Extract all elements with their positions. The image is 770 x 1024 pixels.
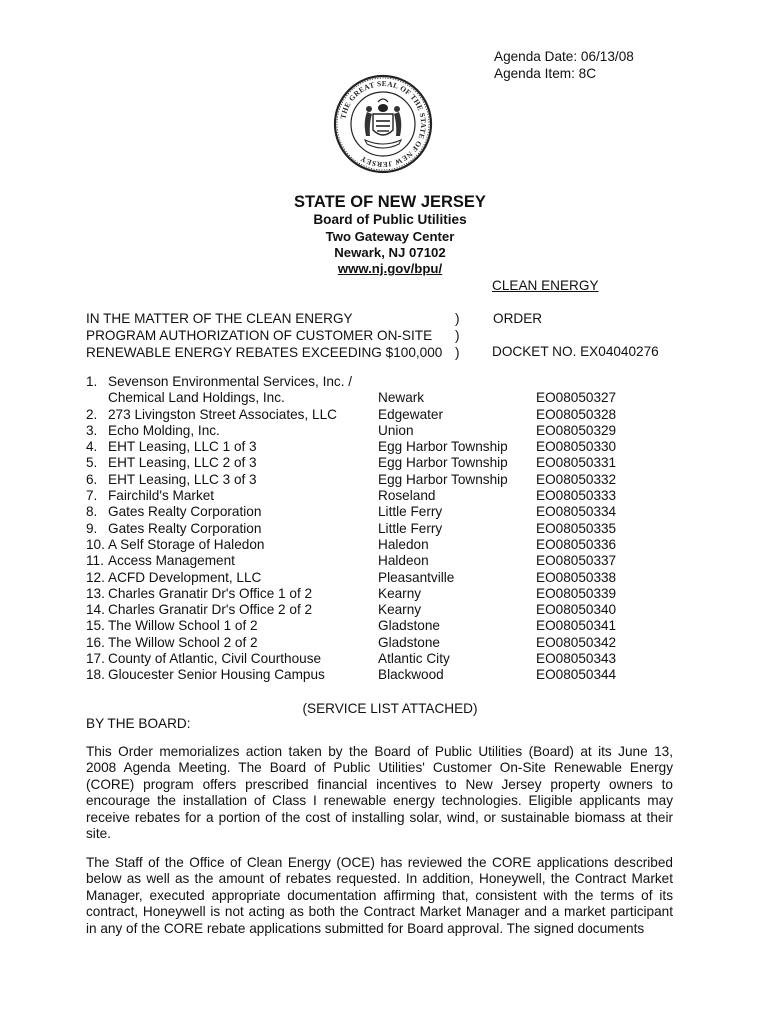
applicant-number: 4. xyxy=(86,439,98,455)
applicant-name: Gates Realty Corporation xyxy=(108,504,262,520)
applicant-number: 9. xyxy=(86,520,98,536)
applicant-number: 2. xyxy=(86,406,98,422)
applicant-city: Haldeon xyxy=(378,553,429,569)
applicant-docket: EO08050336 xyxy=(536,536,617,552)
state-seal-icon xyxy=(333,74,433,174)
paren: ) xyxy=(455,311,460,326)
list-item xyxy=(86,390,706,406)
applicant-city: Gladstone xyxy=(378,634,440,650)
applicant-city xyxy=(378,374,536,390)
applicant-name: EHT Leasing, LLC 3 of 3 xyxy=(108,471,257,487)
list-item xyxy=(86,504,706,520)
paragraph-line: site. xyxy=(86,826,111,842)
matter-caption xyxy=(86,310,442,361)
applicant-number: 1. xyxy=(86,374,98,389)
order-paragraph-1 xyxy=(86,744,673,842)
applicant-list xyxy=(86,374,706,684)
address-line-1: Two Gateway Center xyxy=(325,229,455,244)
applicant-name: A Self Storage of Haledon xyxy=(108,536,265,552)
applicant-name: 273 Livingston Street Associates, LLC xyxy=(108,406,337,422)
service-list-note: (SERVICE LIST ATTACHED) xyxy=(302,701,478,716)
paragraph-line: 2008 Agenda Meeting. The Board of Public Utilities' Customer On-Site Renewable Energy xyxy=(86,760,673,776)
applicant-name: Gates Realty Corporation xyxy=(108,520,262,536)
applicant-city: Union xyxy=(378,422,414,438)
list-item xyxy=(86,472,706,488)
applicant-name: Chemical Land Holdings, Inc. xyxy=(108,390,285,406)
list-item xyxy=(86,651,706,667)
applicant-city: Pleasantville xyxy=(378,569,455,585)
applicant-docket: EO08050334 xyxy=(536,504,617,520)
order-label: ORDER xyxy=(493,311,543,326)
list-item xyxy=(86,537,706,553)
applicant-number: 8. xyxy=(86,504,98,520)
applicant-city: Atlantic City xyxy=(378,651,450,667)
applicant-number: 3. xyxy=(86,422,98,438)
applicant-city: Egg Harbor Township xyxy=(378,439,508,455)
applicant-docket: EO08050337 xyxy=(536,553,617,569)
applicant-city: Edgewater xyxy=(378,406,443,422)
applicant-docket: EO08050330 xyxy=(536,439,617,455)
applicant-name: Access Management xyxy=(108,553,235,569)
list-item xyxy=(86,439,706,455)
applicant-docket: EO08050340 xyxy=(536,602,617,618)
applicant-number: 12. xyxy=(86,569,105,585)
by-the-board-heading: BY THE BOARD: xyxy=(86,716,191,731)
list-item xyxy=(86,667,706,683)
list-item xyxy=(86,586,706,602)
applicant-city: Egg Harbor Township xyxy=(378,455,508,471)
applicant-city: Roseland xyxy=(378,488,436,504)
applicant-docket: EO08050332 xyxy=(536,471,617,487)
applicant-number: 11. xyxy=(86,553,104,569)
list-item xyxy=(86,635,706,651)
applicant-city: Egg Harbor Township xyxy=(378,471,508,487)
address-line-2: Newark, NJ 07102 xyxy=(334,245,446,260)
applicant-docket: EO08050341 xyxy=(536,618,617,634)
paragraph-line: The Staff of the Office of Clean Energy (OCE) has reviewed the CORE applications described xyxy=(86,855,673,870)
agenda-date: Agenda Date: 06/13/08 xyxy=(494,49,634,64)
applicant-name: ACFD Development, LLC xyxy=(108,569,262,585)
applicant-number: 18. xyxy=(86,667,105,683)
applicant-number xyxy=(86,390,108,406)
paren: ) xyxy=(455,345,460,360)
applicant-number: 14. xyxy=(86,602,105,618)
applicant-number: 16. xyxy=(86,634,105,650)
applicant-docket: EO08050333 xyxy=(536,488,617,504)
applicant-name: County of Atlantic, Civil Courthouse xyxy=(108,651,322,667)
state-title: STATE OF NEW JERSEY xyxy=(294,193,486,211)
agenda-block xyxy=(494,48,634,82)
list-item xyxy=(86,618,706,634)
applicant-name: Charles Granatir Dr's Office 2 of 2 xyxy=(108,602,313,618)
matter-line-1: IN THE MATTER OF THE CLEAN ENERGY xyxy=(86,311,353,326)
paragraph-line: receive rebates for a portion of the cost of installing solar, wind, or sustainable biomass at their xyxy=(86,809,673,825)
paren: ) xyxy=(455,328,460,343)
applicant-docket: EO08050344 xyxy=(536,667,617,683)
applicant-docket: EO08050339 xyxy=(536,585,617,601)
applicant-docket: EO08050328 xyxy=(536,406,617,422)
applicant-name: EHT Leasing, LLC 2 of 3 xyxy=(108,455,257,471)
paragraph-line: Manager, executed appropriate documentation affirming that, consistent with the terms of its xyxy=(86,887,673,903)
applicant-number: 13. xyxy=(86,585,105,601)
docket-number: DOCKET NO. EX04040276 xyxy=(492,344,659,359)
agenda-item: Agenda Item: 8C xyxy=(494,66,597,81)
list-item xyxy=(86,423,706,439)
applicant-name: Fairchild's Market xyxy=(108,488,215,504)
list-item xyxy=(86,407,706,423)
applicant-number: 15. xyxy=(86,618,105,634)
applicant-name: Sevenson Environmental Services, Inc. / xyxy=(108,374,353,389)
applicant-docket: EO08050342 xyxy=(536,634,617,650)
applicant-number: 5. xyxy=(86,455,98,471)
applicant-docket: EO08050343 xyxy=(536,651,617,667)
applicant-docket: EO08050329 xyxy=(536,422,617,438)
applicant-city: Blackwood xyxy=(378,667,444,683)
applicant-name: Charles Granatir Dr's Office 1 of 2 xyxy=(108,585,313,601)
applicant-docket: EO08050338 xyxy=(536,569,617,585)
list-item xyxy=(86,602,706,618)
applicant-city: Kearny xyxy=(378,602,422,618)
paragraph-line: below as well as the amount of rebates requested. In addition, Honeywell, the Contract Market xyxy=(86,871,673,887)
applicant-number: 6. xyxy=(86,471,98,487)
matter-line-2: PROGRAM AUTHORIZATION OF CUSTOMER ON-SITE xyxy=(86,328,433,343)
list-item xyxy=(86,553,706,569)
applicant-docket: EO08050335 xyxy=(536,520,617,536)
applicant-city: Little Ferry xyxy=(378,520,443,536)
paragraph-line: (CORE) program offers prescribed financial incentives to New Jersey property owners to xyxy=(86,776,673,792)
applicant-city: Gladstone xyxy=(378,618,440,634)
applicant-name: EHT Leasing, LLC 1 of 3 xyxy=(108,439,257,455)
board-name: Board of Public Utilities xyxy=(313,212,467,227)
paragraph-line: contract, Honeywell is not acting as both the Contract Market Manager and a market participant xyxy=(86,904,673,920)
category-label: CLEAN ENERGY xyxy=(492,278,599,293)
applicant-docket xyxy=(536,374,656,390)
applicant-name: Gloucester Senior Housing Campus xyxy=(108,667,325,683)
applicant-docket: EO08050327 xyxy=(536,390,617,406)
applicant-number: 17. xyxy=(86,651,105,667)
paragraph-line: This Order memorializes action taken by the Board of Public Utilities (Board) at its June 13, xyxy=(86,744,673,759)
applicant-city: Newark xyxy=(378,390,425,406)
list-item xyxy=(86,488,706,504)
applicant-city: Haledon xyxy=(378,536,429,552)
paragraph-line: in any of the CORE rebate applications submitted for Board approval. The signed documents xyxy=(86,920,645,936)
list-item xyxy=(86,521,706,537)
applicant-number: 7. xyxy=(86,488,98,504)
matter-line-3: RENEWABLE ENERGY REBATES EXCEEDING $100,000 xyxy=(86,345,443,360)
website-link[interactable]: www.nj.gov/bpu/ xyxy=(337,261,443,276)
applicant-city: Little Ferry xyxy=(378,504,443,520)
list-item xyxy=(86,570,706,586)
list-item xyxy=(86,374,706,390)
caption-parentheses xyxy=(455,310,460,361)
paragraph-line: encourage the installation of Class I renewable energy technologies. Eligible applicants may xyxy=(86,793,673,809)
applicant-number: 10. xyxy=(86,536,105,552)
applicant-name: Echo Molding, Inc. xyxy=(108,422,220,438)
applicant-docket: EO08050331 xyxy=(536,455,617,471)
list-item xyxy=(86,455,706,471)
svg-text:THE GREAT SEAL OF THE STATE OF: THE GREAT SEAL OF THE STATE OF NEW JERSEY xyxy=(338,78,429,170)
applicant-city: Kearny xyxy=(378,585,422,601)
order-paragraph-2 xyxy=(86,855,673,937)
applicant-name: The Willow School 1 of 2 xyxy=(108,618,258,634)
applicant-name: The Willow School 2 of 2 xyxy=(108,634,258,650)
